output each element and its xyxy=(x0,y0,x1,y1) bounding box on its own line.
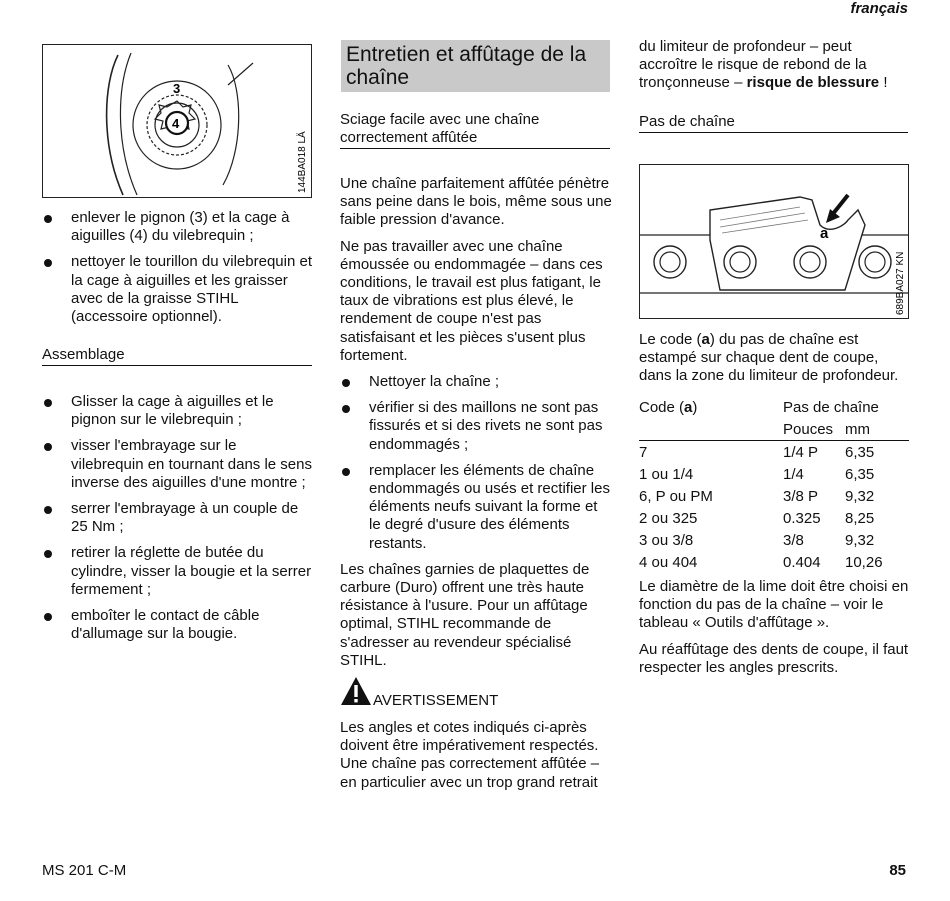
warning-text: Les angles et cotes indiqués ci-après doivent être impérativement respectés. Une chaîne pas correctement affûtée – en particulier avec un trop grand retrait xyxy=(340,719,600,791)
chain-pitch-figure xyxy=(639,164,909,319)
column-2-text xyxy=(340,175,612,678)
paragraph: Au réaffûtage des dents de coupe, il faut respecter les angles prescrits. xyxy=(639,640,909,676)
column-1-text xyxy=(42,209,312,334)
figure-letter-a: a xyxy=(820,225,829,242)
paragraph: Le diamètre de la lime doit être choisi en fonction du pas de la chaîne – voir le tableau « Outils d'affûtage ». xyxy=(639,578,909,632)
maintenance-list xyxy=(340,373,612,553)
column-3-text xyxy=(639,578,911,685)
figure-number-3: 3 xyxy=(173,81,181,96)
section-title: Entretien et affûtage de la chaîne xyxy=(341,40,610,92)
list-item: visser l'embrayage sur le vilebrequin en tournant dans le sens inverse des aiguilles d'une montre ; xyxy=(42,437,312,492)
language-label: français xyxy=(850,0,908,17)
table-header-pitch: Pas de chaîne xyxy=(783,398,879,416)
column-1-assembly xyxy=(42,393,312,651)
list-item: emboîter le contact de câble d'allumage sur la bougie. xyxy=(42,607,312,643)
figure-code: 689BA027 KN xyxy=(895,251,906,315)
list-item: Nettoyer la chaîne ; xyxy=(340,373,612,391)
removal-list xyxy=(42,209,312,326)
table-header-mm: mm xyxy=(845,420,870,438)
table-row: 2 ou 325 0.325 8,25 xyxy=(639,509,875,527)
table-row: 3 ou 3/8 3/8 9,32 xyxy=(639,531,875,549)
injury-risk: risque de blessure xyxy=(746,74,880,92)
pitch-table xyxy=(639,396,909,573)
warning-heading xyxy=(340,676,612,710)
continued-text: du limiteur de profondeur – peut accroître le risque de rebond de la tronçonneuse – risque de blessure ! xyxy=(639,38,888,92)
warning-label: AVERTISSEMENT xyxy=(373,692,499,709)
assembly-heading: Assemblage xyxy=(42,346,312,366)
paragraph: Une chaîne parfaitement affûtée pénètre sans peine dans le bois, même sous une faible pression d'avance. xyxy=(340,175,612,229)
list-item: retirer la réglette de butée du cylindre, visser la bougie et la serrer fermement ; xyxy=(42,544,312,599)
list-item: enlever le pignon (3) et la cage à aiguilles (4) du vilebrequin ; xyxy=(42,209,312,245)
table-header-inches: Pouces xyxy=(783,420,834,438)
list-item: remplacer les éléments de chaîne endommagés ou usés et rectifier les éléments neufs suivant la forme et le degré d'usure des éléments restants. xyxy=(340,462,612,553)
figure-code: 144BA018 LÄ xyxy=(297,131,308,193)
table-row: 1 ou 1/4 1/4 6,35 xyxy=(639,465,875,483)
list-item: nettoyer le tourillon du vilebrequin et la cage à aiguilles et les graisser avec de la graisse STIHL (accessoire optionnel). xyxy=(42,253,312,326)
table-row: 6, P ou PM 3/8 P 9,32 xyxy=(639,487,875,505)
list-item: vérifier si des maillons ne sont pas fissurés et si des rivets ne sont pas endommagés ; xyxy=(340,399,612,454)
paragraph: Les chaînes garnies de plaquettes de carbure (Duro) offrent une très haute résistance à l'usure. Pour un affûtage optimal, STIHL recommande de s'adresser au revendeur spécialisé STIHL. xyxy=(340,560,590,669)
page-number: 85 xyxy=(889,862,906,879)
pinion-drawing xyxy=(43,45,311,197)
list-item: serrer l'embrayage à un couple de 25 Nm ; xyxy=(42,500,312,536)
pitch-table-grid xyxy=(639,396,909,573)
figure-number-4: 4 xyxy=(172,116,180,131)
table-row: 7 1/4 P 6,35 xyxy=(639,443,875,461)
warning-icon xyxy=(340,676,372,706)
table-row: 4 ou 404 0.404 10,26 xyxy=(639,553,883,571)
model-name: MS 201 C-M xyxy=(42,862,127,879)
paragraph: Ne pas travailler avec une chaîne émoussée ou endommagée – dans ces conditions, le travail est plus fatigant, le taux de vibrations est plus élevé, le rendement de coupe n'est pas satisfaisant et les pièces s'usent plus fortement. xyxy=(340,237,603,364)
table-header-code: Code (a) xyxy=(639,398,698,416)
clutch-figure xyxy=(42,44,312,198)
list-item: Glisser la cage à aiguilles et le pignon sur le vilebrequin ; xyxy=(42,393,312,429)
pitch-code-paragraph: Le code (a) du pas de chaîne est estampé sur chaque dent de coupe, dans la zone du limiteur de profondeur. xyxy=(639,331,899,385)
section-subtitle: Sciage facile avec une chaîne correctement affûtée xyxy=(340,111,610,149)
pitch-heading: Pas de chaîne xyxy=(639,113,908,133)
assembly-list xyxy=(42,393,312,643)
chain-drawing xyxy=(640,165,908,318)
